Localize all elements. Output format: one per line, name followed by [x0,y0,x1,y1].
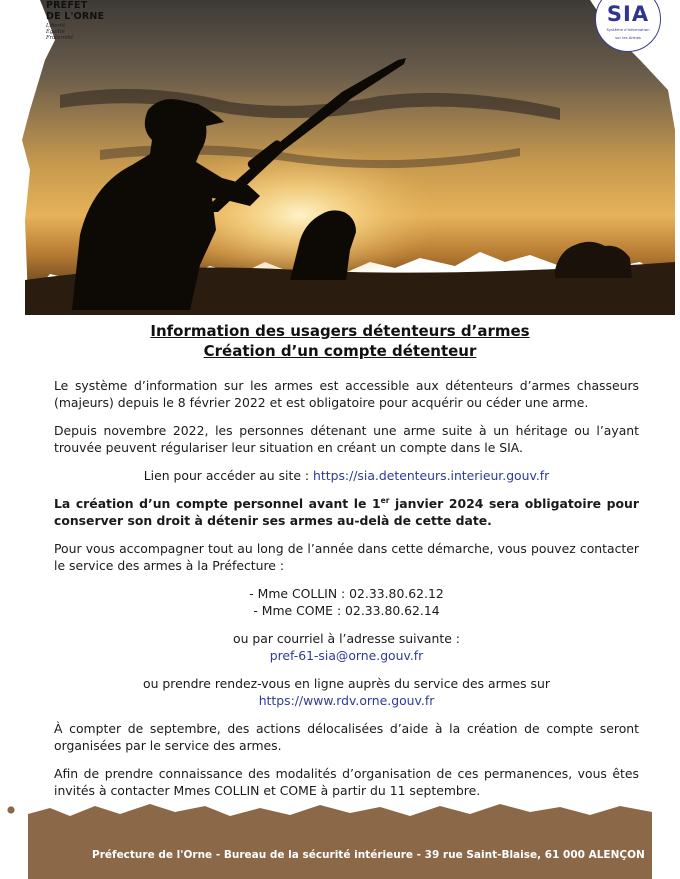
deadline-text-b: janvier 2024 sera obligatoire pour conserver son droit à détenir ses armes au-delà de cette date. [54,496,639,528]
sub-title: Création d’un compte détenteur [203,342,477,360]
mail-link [54,647,639,664]
sia-logo-text: SIA [606,2,650,26]
deadline-text-a: La création d’un compte personnel avant le 1 [54,496,381,511]
mail-intro: ou par courriel à l’adresse suivante : [233,631,460,646]
document-titles [0,321,680,361]
prefet-line-2: DE L'ORNE [46,10,105,22]
motto-fraternite: Fraternité [46,34,73,41]
paragraph-site-link [54,467,639,484]
motto-liberte: Liberté [46,23,66,29]
paragraph-contact-intro: Pour vous accompagner tout au long de l’année dans cette démarche, vous pouvez contacter le service des armes à la Préfecture : [54,541,639,573]
paragraph-september: À compter de septembre, des actions délocalisées d’aide à la création de compte seront organisées par le service des armes. [54,721,639,753]
prefet-line-1: PRÉFET [46,0,88,11]
motto-egalite: Égalité [46,28,65,35]
rdv-intro: ou prendre rendez-vous en ligne auprès du service des armes sur [143,676,550,691]
sia-logo-subtitle-1: Système d'information [606,27,650,32]
paragraph-heritage: Depuis novembre 2022, les personnes détenant une arme suite à un héritage ou l’ayant trouvée peuvent régulariser leur situation en créant un compte dans le SIA. [54,423,639,455]
paragraph-deadline [54,495,639,529]
contact-come: - Mme COME : 02.33.80.62.14 [253,603,440,618]
rdv-link-line [54,692,639,709]
paragraph-sia-intro: Le système d’information sur les armes est accessible aux détenteurs d’armes chasseurs (majeurs) depuis le 8 février 2022 et est obligatoire pour acquérir ou céder une arme. [54,378,639,410]
prefet-logo [46,0,104,42]
document-body [54,377,639,810]
map-pin-icon [0,800,22,826]
hero-image [0,0,680,315]
email-link[interactable]: pref-61-sia@orne.gouv.fr [269,648,424,663]
site-link-label: Lien pour accéder au site : [143,468,314,483]
footer [0,800,680,879]
sia-site-link[interactable]: https://sia.detenteurs.interieur.gouv.fr [313,468,550,483]
footer-address: Préfecture de l'Orne - Bureau de la sécurité intérieure - 39 rue Saint-Blaise, 61 000 ALENÇON [92,849,645,861]
paragraph-permanences: Afin de prendre connaissance des modalités d’organisation de ces permanences, vous êtes invités à contacter Mmes COLLIN et COME à partir du 11 septembre. [54,766,639,798]
hunter-sunset-illustration [0,0,680,315]
contact-collin: - Mme COLLIN : 02.33.80.62.12 [249,586,444,601]
main-title: Information des usagers détenteurs d’armes [150,322,530,340]
deadline-superscript: er [380,496,390,505]
rdv-link[interactable]: https://www.rdv.orne.gouv.fr [258,693,435,708]
sia-logo-subtitle-2: sur les Armes [615,34,641,40]
